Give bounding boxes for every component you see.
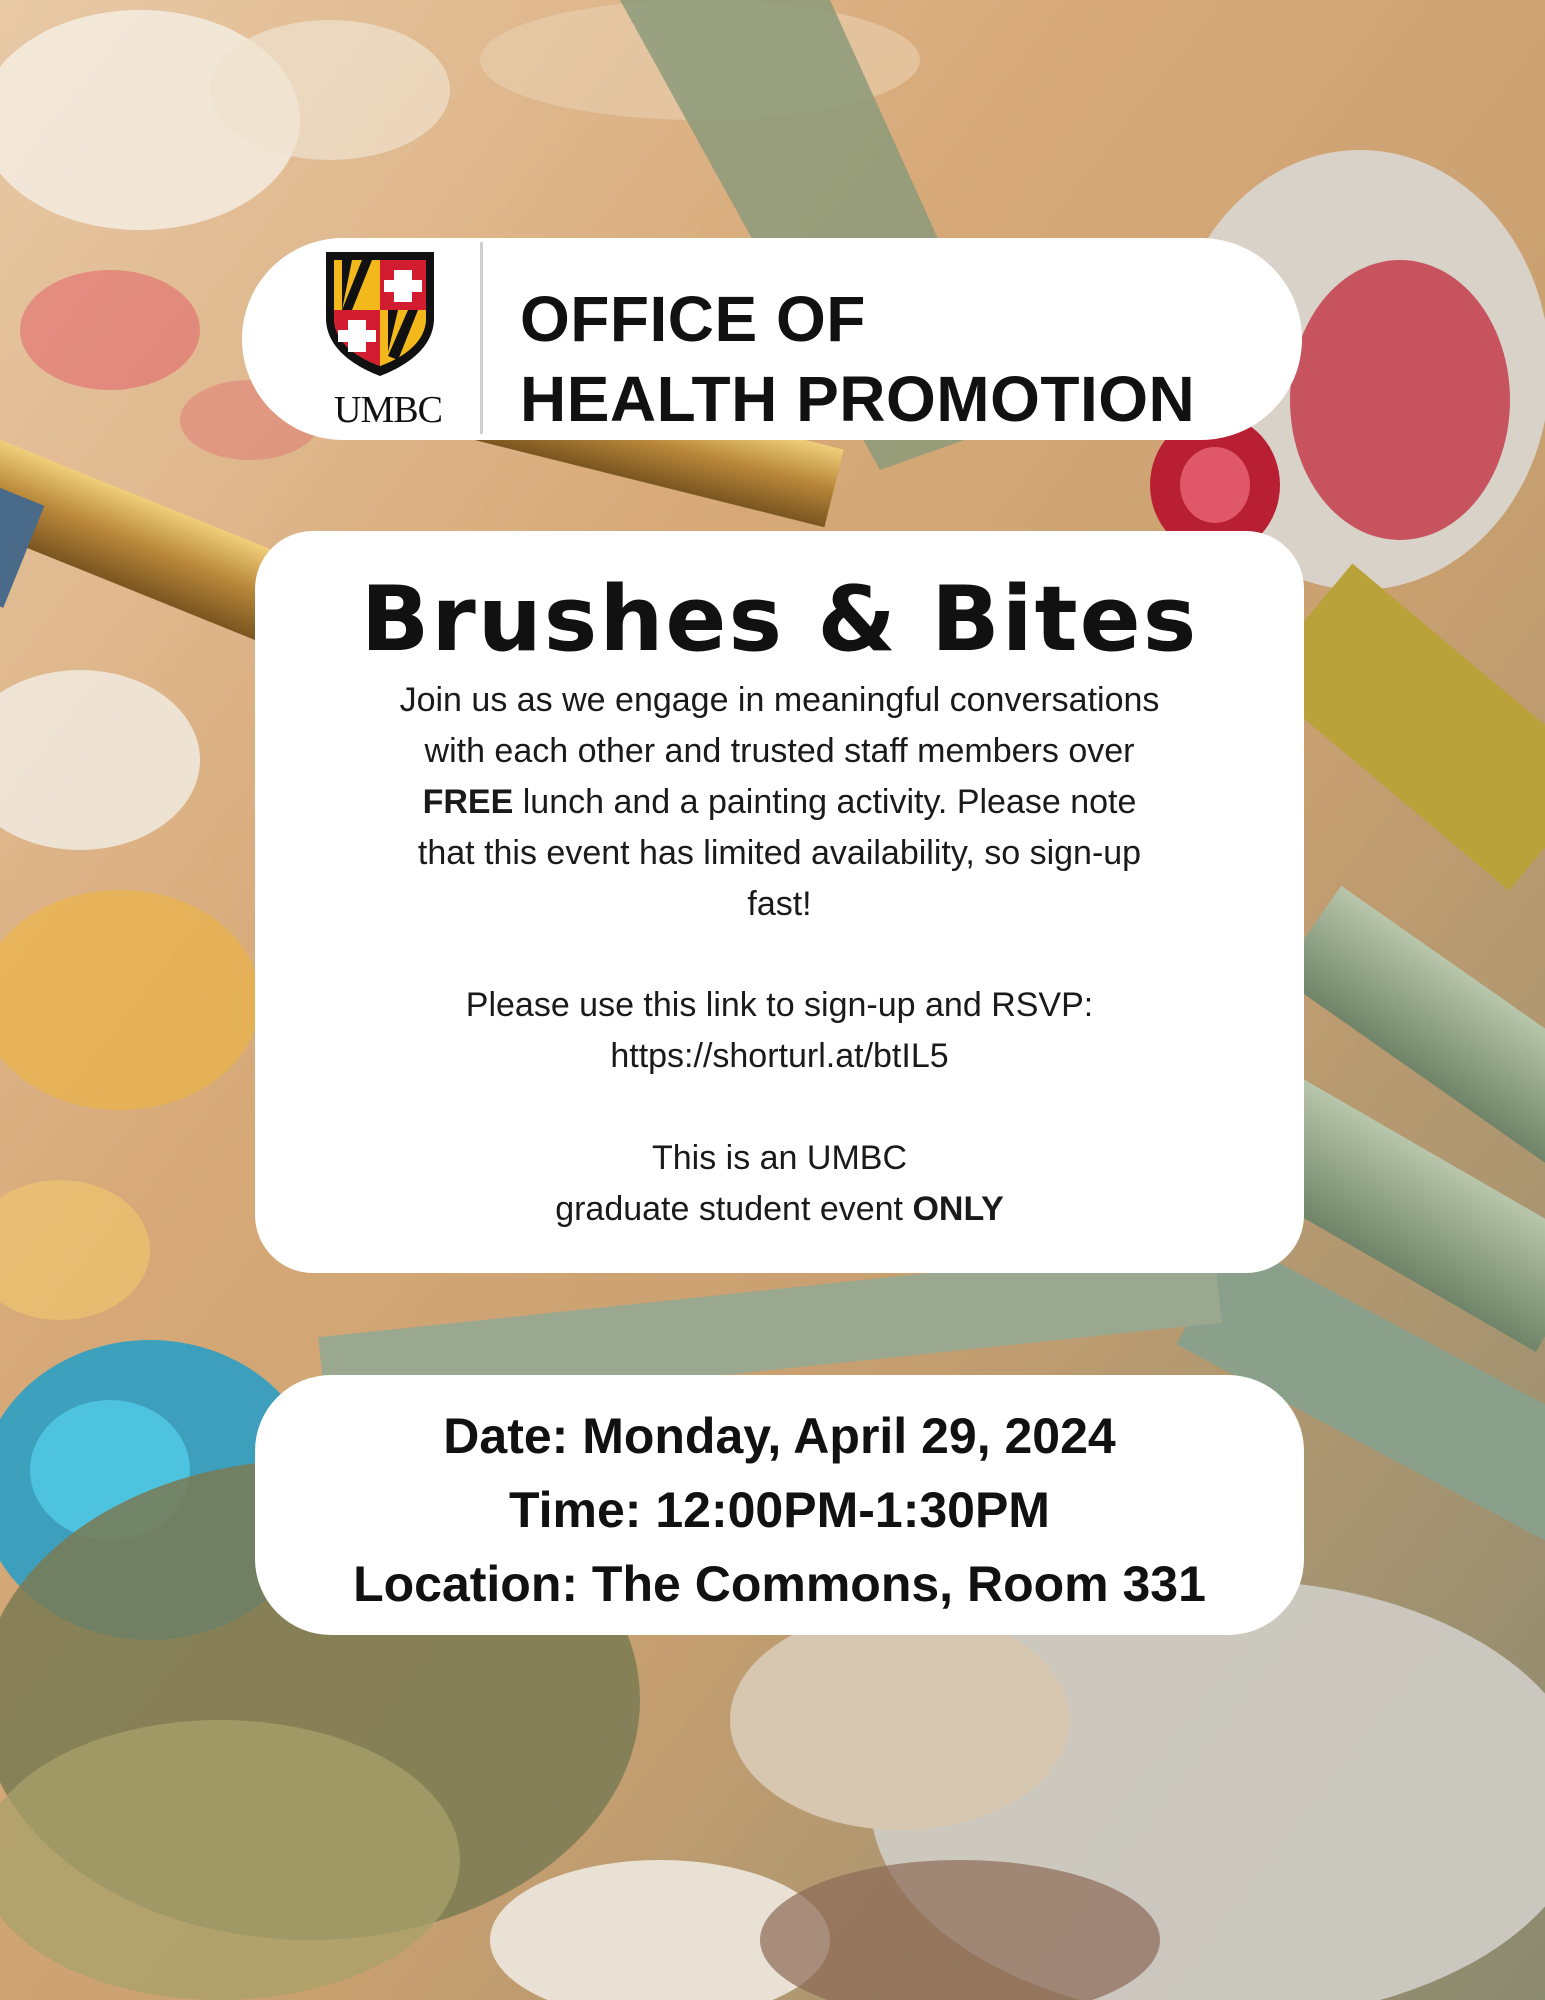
org-name-line2: HEALTH PROMOTION <box>520 363 1196 435</box>
umbc-wordmark: UMBC <box>334 389 442 431</box>
org-name-line1: OFFICE OF <box>520 283 866 355</box>
description-line <box>255 783 1304 822</box>
event-date: Date: Monday, April 29, 2024 <box>443 1408 1116 1464</box>
event-location: Location: The Commons, Room 331 <box>353 1556 1206 1612</box>
header-divider <box>480 242 483 434</box>
free-emphasis: FREE <box>422 783 514 821</box>
description-line: that this event has limited availability, so sign-up <box>417 834 1142 872</box>
audience-text: graduate student event <box>555 1190 904 1228</box>
rsvp-link[interactable]: https://shorturl.at/btIL5 <box>610 1037 949 1075</box>
description-text: lunch and a painting activity. Please note <box>522 783 1137 821</box>
header-card <box>242 238 1302 440</box>
audience-note-line1: This is an UMBC <box>651 1139 908 1177</box>
description-line: with each other and trusted staff members over <box>424 732 1135 770</box>
event-details-card <box>255 1375 1304 1635</box>
only-emphasis: ONLY <box>912 1190 1004 1228</box>
event-title: Brushes & Bites <box>360 567 1199 672</box>
event-description-card <box>255 531 1304 1273</box>
event-time: Time: 12:00PM-1:30PM <box>509 1482 1050 1538</box>
umbc-shield-logo <box>322 248 438 378</box>
description-line: Join us as we engage in meaningful conversations <box>399 681 1160 719</box>
rsvp-label: Please use this link to sign-up and RSVP: <box>465 986 1094 1024</box>
description-line: fast! <box>747 885 812 923</box>
audience-note-line2 <box>255 1190 1304 1229</box>
